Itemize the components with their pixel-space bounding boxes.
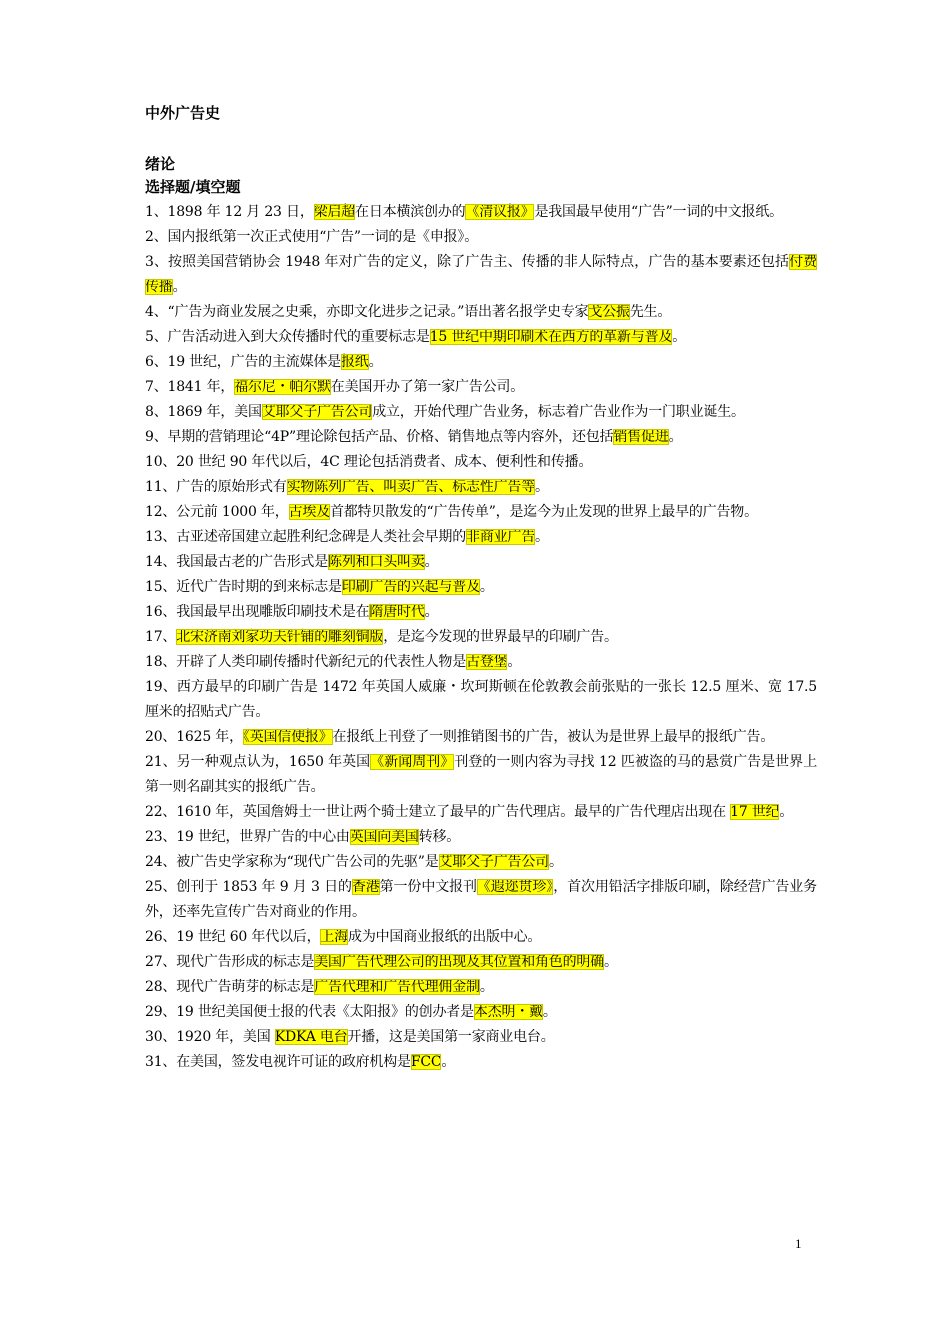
item-text: 25、创刊于 1853 年 9 月 3 日的 bbox=[145, 879, 352, 895]
item-text: 成为中国商业报纸的出版中心。 bbox=[348, 929, 542, 945]
item-text: 11、广告的原始形式有 bbox=[145, 479, 287, 495]
highlighted-answer: 古登堡 bbox=[466, 654, 508, 670]
question-item bbox=[145, 525, 817, 550]
highlighted-answer: 香港 bbox=[351, 879, 380, 895]
item-text: 。 bbox=[535, 529, 549, 545]
question-item bbox=[145, 625, 817, 650]
item-text: 。 bbox=[479, 579, 494, 595]
item-text: 。 bbox=[672, 329, 686, 345]
highlighted-answer: 《清议报》 bbox=[465, 204, 535, 220]
question-item bbox=[145, 825, 817, 850]
item-text: 是我国最早使用“广告”一词的中文报纸。 bbox=[534, 204, 783, 220]
item-text: 10、20 世纪 90 年代以后，4C 理论包括消费者、成本、便利性和传播。 bbox=[145, 454, 593, 470]
highlighted-answer: 艾耶父子广告公司 bbox=[438, 854, 549, 870]
highlighted-answer: 报纸 bbox=[340, 354, 369, 370]
item-text: 18、开辟了人类印刷传播时代新纪元的代表性人物是 bbox=[145, 654, 467, 670]
item-text: 22、1610 年，英国詹姆士一世让两个骑士建立了最早的广告代理店。最早的广告代理店出现在 bbox=[145, 804, 731, 820]
item-text: 。 bbox=[668, 429, 683, 445]
question-item bbox=[145, 400, 817, 425]
question-item bbox=[145, 1050, 817, 1075]
section-heading: 绪论 bbox=[145, 155, 176, 173]
item-text: 。 bbox=[535, 479, 549, 495]
highlighted-answer: 本杰明・戴 bbox=[473, 1004, 543, 1020]
question-item bbox=[145, 300, 817, 325]
question-item bbox=[145, 575, 817, 600]
highlighted-answer: 梁启超 bbox=[313, 204, 356, 220]
highlighted-answer: 17 世纪 bbox=[730, 804, 780, 820]
item-text: 12、公元前 1000 年， bbox=[145, 504, 289, 520]
item-text: 3、按照美国营销协会 1948 年对广告的定义，除了广告主、传播的非人际特点，广告的基本要素还包括 bbox=[145, 254, 790, 270]
item-text: 13、古亚述帝国建立起胜利纪念碑是人类社会早期的 bbox=[145, 529, 467, 545]
highlighted-answer: 隋唐时代 bbox=[369, 604, 425, 620]
item-text: 。 bbox=[479, 979, 494, 995]
item-text: 先生。 bbox=[629, 304, 672, 320]
item-text: 9、早期的营销理论“4P”理论除包括产品、价格、销售地点等内容外，还包括 bbox=[145, 429, 614, 445]
item-text: 在日本横滨创办的 bbox=[355, 204, 466, 220]
question-item bbox=[145, 675, 817, 725]
question-item bbox=[145, 425, 817, 450]
question-item bbox=[145, 850, 817, 875]
question-item bbox=[145, 450, 817, 475]
highlighted-answer: KDKA 电台 bbox=[274, 1029, 348, 1045]
question-item bbox=[145, 550, 817, 575]
question-item bbox=[145, 250, 817, 300]
highlighted-answer: 《遐迩贯珍》 bbox=[476, 879, 554, 895]
item-text: 6、19 世纪，广告的主流媒体是 bbox=[145, 354, 341, 370]
question-item bbox=[145, 875, 817, 925]
item-text: 首都特贝散发的“广告传单”，是迄今为止发现的世界上最早的广告物。 bbox=[329, 504, 758, 520]
item-text: 2、国内报纸第一次正式使用“广告”一词的是《申报》。 bbox=[145, 229, 479, 245]
item-text: 。 bbox=[507, 654, 522, 670]
item-text: 。 bbox=[424, 554, 439, 570]
item-text: 24、被广告史学家称为“现代广告公司的先驱”是 bbox=[145, 854, 439, 870]
highlighted-answer: 古埃及 bbox=[288, 504, 330, 520]
item-text: 30、1920 年，美国 bbox=[145, 1029, 275, 1045]
item-text: 。 bbox=[779, 804, 794, 820]
item-text: 27、现代广告形成的标志是 bbox=[145, 954, 315, 970]
item-text: 20、1625 年， bbox=[145, 729, 243, 745]
item-text: 开播，这是美国第一家商业电台。 bbox=[347, 1029, 555, 1045]
highlighted-answer: 美国广告代理公司的出现及其位置和角色的明确 bbox=[314, 954, 605, 970]
item-text: 4、“广告为商业发展之史乘，亦即文化进步之记录。”语出著名报学史专家 bbox=[145, 304, 589, 320]
item-text: ，是迄今发现的世界最早的印刷广告。 bbox=[383, 629, 618, 645]
item-text: 19、西方最早的印刷广告是 1472 年英国人威廉・坎珂斯顿在伦敦教会前张贴的一张长 12.5 厘米、宽 17.5 厘米的招贴式广告。 bbox=[145, 679, 817, 720]
item-text: 23、19 世纪，世界广告的中心由 bbox=[145, 829, 350, 845]
question-item bbox=[145, 1025, 817, 1050]
item-text: 。 bbox=[172, 279, 187, 295]
highlighted-answer: 印刷广告的兴起与普及 bbox=[341, 579, 480, 595]
item-text: 16、我国最早出现雕版印刷技术是在 bbox=[145, 604, 370, 620]
question-item bbox=[145, 750, 817, 800]
highlighted-answer: 非商业广告 bbox=[466, 529, 536, 545]
item-text: 。 bbox=[548, 854, 563, 870]
highlighted-answer: 《英国信使报》 bbox=[242, 729, 333, 745]
item-text: 。 bbox=[542, 1004, 557, 1020]
highlighted-answer: 陈列和口头叫卖 bbox=[328, 554, 425, 570]
highlighted-answer: 上海 bbox=[320, 929, 349, 945]
highlighted-answer: 实物陈列广告、叫卖广告、标志性广告等 bbox=[286, 479, 536, 495]
item-text: 成立，开始代理广告业务，标志着广告业作为一门职业诞生。 bbox=[372, 404, 745, 420]
question-item bbox=[145, 950, 817, 975]
question-item bbox=[145, 650, 817, 675]
question-item bbox=[145, 350, 817, 375]
question-item bbox=[145, 1000, 817, 1025]
question-item bbox=[145, 375, 817, 400]
item-text: 。 bbox=[441, 1054, 456, 1070]
item-text: 31、在美国，签发电视许可证的政府机构是 bbox=[145, 1054, 411, 1070]
highlighted-answer: 销售促进 bbox=[613, 429, 669, 445]
question-item bbox=[145, 725, 817, 750]
item-text: 5、广告活动进入到大众传播时代的重要标志是 bbox=[145, 329, 430, 345]
question-item bbox=[145, 225, 817, 250]
item-text: 刊登的一则内容为寻找 12 匹被盗的马的悬赏广告是世界上第一则名副其实的报纸广告。 bbox=[145, 754, 817, 795]
page-content bbox=[145, 102, 817, 1075]
highlighted-answer: 戈公振 bbox=[588, 304, 630, 320]
item-text: 。 bbox=[368, 354, 383, 370]
item-text: 7、1841 年， bbox=[145, 379, 235, 395]
item-text: 1、1898 年 12 月 23 日， bbox=[145, 204, 314, 220]
highlighted-answer: 北宋济南刘家功夫针铺的雕刻铜版 bbox=[176, 629, 384, 645]
question-item bbox=[145, 325, 817, 350]
question-item bbox=[145, 200, 817, 225]
question-item bbox=[145, 975, 817, 1000]
item-text: ，首次用铅活字排版印刷，除经营广告业务外，还率先宣传广告对商业的作用。 bbox=[145, 879, 817, 920]
question-item bbox=[145, 925, 817, 950]
question-item bbox=[145, 500, 817, 525]
item-text: 。 bbox=[424, 604, 439, 620]
item-text: 26、19 世纪 60 年代以后， bbox=[145, 929, 321, 945]
highlighted-answer: 艾耶父子广告公司 bbox=[261, 404, 373, 420]
highlighted-answer: 广告代理和广告代理佣金制 bbox=[314, 979, 480, 995]
page-number: 1 bbox=[795, 1236, 802, 1251]
question-item bbox=[145, 475, 817, 500]
item-text: 15、近代广告时期的到来标志是 bbox=[145, 579, 342, 595]
document-title: 中外广告史 bbox=[145, 104, 221, 122]
item-text: 转移。 bbox=[418, 829, 461, 845]
question-item bbox=[145, 600, 817, 625]
question-item bbox=[145, 800, 817, 825]
item-text: 21、另一种观点认为，1650 年英国 bbox=[145, 754, 371, 770]
item-text: 。 bbox=[604, 954, 618, 970]
highlighted-answer: 《新闻周刊》 bbox=[370, 754, 455, 770]
item-text: 第一份中文报刊 bbox=[379, 879, 477, 895]
highlighted-answer: 福尔尼・帕尔默 bbox=[234, 379, 331, 395]
question-list bbox=[145, 200, 817, 1075]
highlighted-answer: FCC bbox=[410, 1054, 442, 1070]
item-text: 在报纸上刊登了一则推销图书的广告，被认为是世界上最早的报纸广告。 bbox=[332, 729, 775, 745]
item-text: 28、现代广告萌芽的标志是 bbox=[145, 979, 315, 995]
item-text: 8、1869 年，美国 bbox=[145, 404, 262, 420]
item-text: 14、我国最古老的广告形式是 bbox=[145, 554, 329, 570]
item-text: 29、19 世纪美国便士报的代表《太阳报》的创办者是 bbox=[145, 1004, 474, 1020]
highlighted-answer: 英国向美国 bbox=[349, 829, 419, 845]
item-text: 在美国开办了第一家广告公司。 bbox=[330, 379, 524, 395]
item-text: 17、 bbox=[145, 629, 177, 645]
highlighted-answer: 15 世纪中期印刷术在西方的革新与普及 bbox=[429, 329, 673, 345]
highlighted-answer: 付费传播 bbox=[145, 254, 817, 295]
subsection-heading: 选择题/填空题 bbox=[145, 178, 241, 196]
